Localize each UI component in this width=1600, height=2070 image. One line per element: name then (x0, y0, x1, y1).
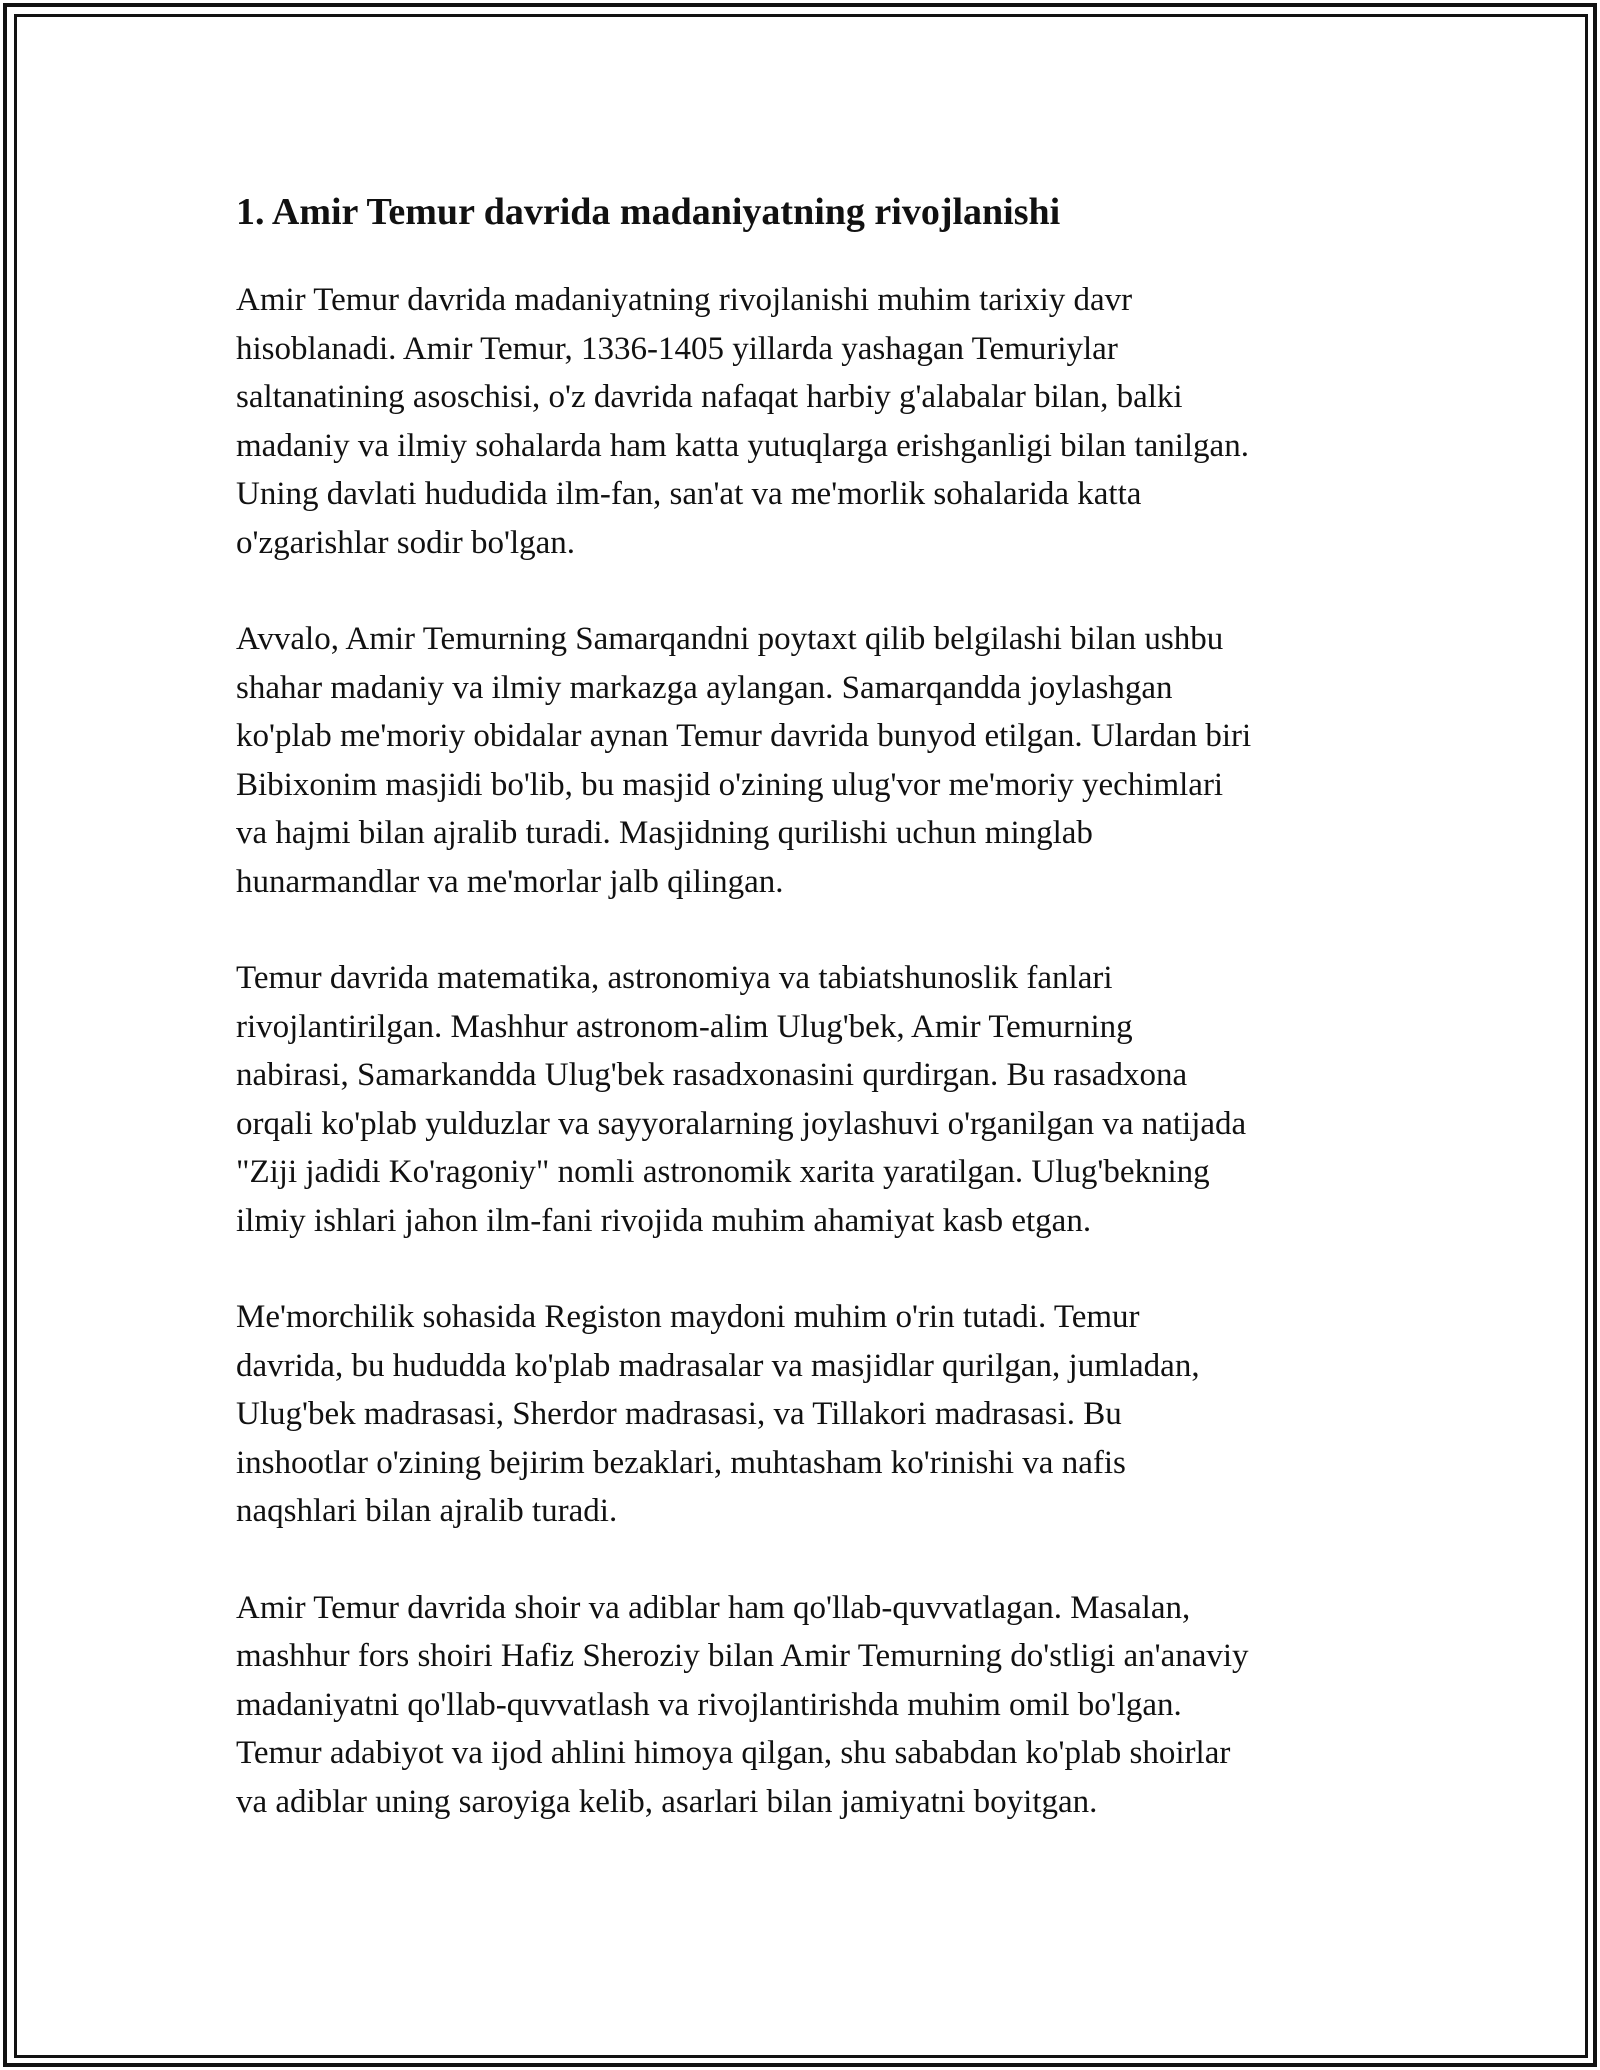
paragraph-line: va adiblar uning saroyiga kelib, asarlari bilan jamiyatni boyitgan. (236, 1783, 1098, 1820)
paragraph-science (236, 954, 1376, 1245)
paragraph-line: Uning davlati hududida ilm-fan, san'at va me'morlik sohalarida katta (236, 476, 1142, 512)
paragraph-samarqand (236, 615, 1376, 906)
paragraph-line: mashhur fors shoiri Hafiz Sheroziy bilan Amir Temurning do'stligi an'anaviy (236, 1638, 1249, 1674)
paragraph-line: Me'morchilik sohasida Registon maydoni muhim o'rin tutadi. Temur (236, 1299, 1140, 1335)
paragraph-line: madaniy va ilmiy sohalarda ham katta yutuqlarga erishganligi bilan tanilgan. (236, 427, 1249, 464)
paragraph-line: naqshlari bilan ajralib turadi. (236, 1493, 618, 1529)
paragraph-line: inshootlar o'zining bejirim bezaklari, muhtasham ko'rinishi va nafis (236, 1444, 1126, 1481)
document-heading: 1. Amir Temur davrida madaniyatning rivojlanishi (236, 191, 1061, 233)
paragraph-line: hunarmandlar va me'morlar jalb qilingan. (236, 863, 784, 900)
paragraph-line: Bibixonim masjidi bo'lib, bu masjid o'zining ulug'vor me'moriy yechimlari (236, 766, 1224, 803)
paragraph-line: Amir Temur davrida madaniyatning rivojlanishi muhim tarixiy davr (236, 282, 1133, 318)
paragraph-line: o'zgarishlar sodir bo'lgan. (236, 524, 576, 561)
document-body (236, 186, 1376, 1874)
paragraph-line: va hajmi bilan ajralib turadi. Masjidning qurilishi uchun minglab (236, 815, 1093, 851)
paragraph-line: ko'plab me'moriy obidalar aynan Temur davrida bunyod etilgan. Ulardan biri (236, 718, 1252, 754)
paragraph-architecture (236, 1293, 1376, 1536)
paragraph-amir-temur-intro (236, 276, 1376, 567)
paragraph-line: Temur davrida matematika, astronomiya va tabiatshunoslik fanlari (236, 960, 1113, 996)
paragraph-line: hisoblanadi. Amir Temur, 1336-1405 yillarda yashagan Temuriylar (236, 330, 1118, 367)
paragraph-line: orqali ko'plab yulduzlar va sayyoralarning joylashuvi o'rganilgan va natijada (236, 1105, 1247, 1142)
paragraph-line: davrida, bu hududda ko'plab madrasalar va masjidlar qurilgan, jumladan, (236, 1347, 1200, 1384)
paragraph-line: Temur adabiyot va ijod ahlini himoya qilgan, shu sababdan ko'plab shoirlar (236, 1735, 1231, 1771)
paragraph-line: Avvalo, Amir Temurning Samarqandni poytaxt qilib belgilashi bilan ushbu (236, 621, 1224, 657)
paragraph-line: Amir Temur davrida shoir va adiblar ham qo'llab-quvvatlagan. Masalan, (236, 1589, 1191, 1626)
paragraph-line: madaniyatni qo'llab-quvvatlash va rivojlantirishda muhim omil bo'lgan. (236, 1686, 1182, 1723)
paragraph-line: saltanatining asoschisi, o'z davrida nafaqat harbiy g'alabalar bilan, balki (236, 379, 1183, 415)
paragraph-line: rivojlantirilgan. Mashhur astronom-alim Ulug'bek, Amir Temurning (236, 1008, 1133, 1045)
paragraph-line: shahar madaniy va ilmiy markazga aylangan. Samarqandda joylashgan (236, 669, 1173, 706)
paragraph-line: Ulug'bek madrasasi, Sherdor madrasasi, va Tillakori madrasasi. Bu (236, 1396, 1122, 1432)
paragraph-line: nabirasi, Samarkandda Ulug'bek rasadxonasini qurdirgan. Bu rasadxona (236, 1057, 1188, 1093)
paragraph-line: ilmiy ishlari jahon ilm-fani rivojida muhim ahamiyat kasb etgan. (236, 1202, 1092, 1239)
paragraph-line: "Ziji jadidi Ko'ragoniy" nomli astronomik xarita yaratilgan. Ulug'bekning (236, 1154, 1210, 1190)
paragraph-literature (236, 1584, 1376, 1827)
